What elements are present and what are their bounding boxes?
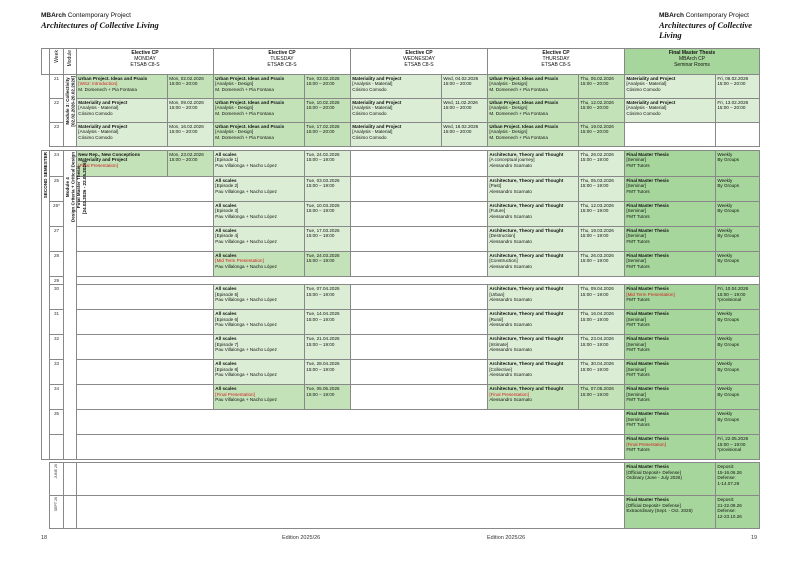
session-date: Tue, 28.04.2026 15:00 – 19:00 (305, 360, 351, 385)
monday-header: Elective CP MONDAY ETSAB C8-S (77, 49, 214, 75)
document-title: Architectures of Collective Living (41, 20, 159, 30)
empty-cell (351, 310, 488, 335)
session-cell: All scales [Episode 3] Pau Villalonga + Nacho López (214, 202, 305, 227)
week-number: 27 (50, 227, 64, 252)
week-number: 29 (50, 277, 64, 285)
session-date: Tue, 14.04.2026 15:00 – 19:00 (305, 310, 351, 335)
session-cell: Final Master Thesis [Seminar] FMT Tutors (625, 227, 716, 252)
session-date: Mon, 09.02.2026 15:00 – 20:00 (168, 99, 214, 123)
empty-cell (351, 202, 488, 227)
week-number: 26* (50, 202, 64, 227)
session-date: Wed, 18.02.2026 15:00 – 20:00 (442, 123, 488, 147)
session-date: Tue, 17.03.2026 15:00 – 19:00 (305, 227, 351, 252)
empty-cell (351, 227, 488, 252)
session-date: Tue, 10.03.2026 15:00 – 19:00 (305, 202, 351, 227)
empty-cell (77, 177, 214, 202)
week-row (42, 227, 760, 252)
session-date: Weekly By Groups (716, 335, 760, 360)
week-number: 32 (50, 335, 64, 360)
module-empty (64, 463, 77, 496)
session-cell: All scales [Episode 6] Pau Villalonga + Nacho López (214, 310, 305, 335)
header-row (42, 49, 760, 75)
session-date: Thu, 05.02.2026 15:00 – 20:00 (579, 75, 625, 99)
session-date: Thu, 12.02.2026 15:00 – 20:00 (579, 99, 625, 123)
session-date: Tue, 10.02.2026 15:00 – 20:00 (305, 99, 351, 123)
session-cell: Urban Project. Ideas and Praxis [Analysis - Design] M. Domenech + Pia Fontana (214, 99, 305, 123)
week-row (42, 360, 760, 385)
session-date: Mon, 23.02.2026 15:00 – 20:00 (168, 151, 214, 177)
schedule-table (41, 48, 760, 529)
week-row (42, 463, 760, 496)
session-date: Thu, 26.03.2026 15:00 – 19:00 (579, 252, 625, 277)
session-date: Weekly By Groups (716, 410, 760, 435)
week-row (42, 385, 760, 410)
sem-spacer (42, 49, 50, 75)
session-cell: Architecture, Theory and Thought [Rural] Alessandro Scarnato (488, 310, 579, 335)
session-cell: All scales [Episode 1] Pau Villalonga + Nacho López (214, 151, 305, 177)
empty-cell (351, 151, 488, 177)
session-cell: Final Master Thesis [Seminar] FMT Tutors (625, 335, 716, 360)
session-date: Thu, 07.05.2026 15:00 – 19:00 (579, 385, 625, 410)
session-cell: All scales [Episode 7] Pau Villalonga + Nacho López (214, 335, 305, 360)
session-cell: All scales [Episode 8] Pau Villalonga + Nacho López (214, 360, 305, 385)
week-number: 23 (50, 123, 64, 147)
program-prefix: MBArch (659, 12, 684, 19)
session-date: Thu, 19.02.2026 15:00 – 20:00 (579, 123, 625, 147)
week-row (42, 277, 760, 285)
header-right (659, 12, 759, 40)
session-date: Tue, 03.03.2026 15:00 – 19:00 (305, 177, 351, 202)
session-cell: Urban Project. Ideas and Praxis [Analysis - Design] M. Domenech + Pia Fontana (488, 123, 579, 147)
program-name: Contemporary Project (685, 12, 749, 19)
semester-label: SECOND SEMESTER (42, 151, 50, 460)
session-cell: Urban Project. Ideas and Praxis [Analysis - Design] M. Domenech + Pia Fontana (488, 75, 579, 99)
week-row (42, 410, 760, 435)
program-prefix: MBArch (41, 12, 66, 19)
week-row (42, 151, 760, 177)
session-date: Deposit: 15-16.06.26 Defense: 1-14.07.26 (716, 463, 760, 496)
empty-cell (77, 496, 625, 529)
session-cell: Final Master Thesis [Seminar] FMT Tutors (625, 360, 716, 385)
session-cell: Final Master Thesis [Seminar] FMT Tutors (625, 385, 716, 410)
session-cell: All scales [Episode 2] Pau Villalonga + Nacho López (214, 177, 305, 202)
session-cell: Materiality and Project [Analysis - Material] Cósimo Comodo (625, 75, 716, 99)
week-number: 31 (50, 310, 64, 335)
program-name: Contemporary Project (67, 12, 131, 19)
week-number: 22 (50, 99, 64, 123)
week-number: 34 (50, 385, 64, 410)
session-cell: All scales [Final Presentation] Pau Villalonga + Nacho López (214, 385, 305, 410)
session-date: Thu, 23.04.2026 15:00 – 19:00 (579, 335, 625, 360)
empty-cell (351, 177, 488, 202)
empty-cell (77, 435, 625, 460)
week-row (42, 496, 760, 529)
session-date: Tue, 24.03.2026 15:00 – 19:00 (305, 252, 351, 277)
empty-cell (77, 463, 625, 496)
empty-cell (77, 385, 214, 410)
session-date: Weekly By Groups (716, 177, 760, 202)
week-number: SEPT 26 (50, 496, 64, 529)
page-number-left: 18 (41, 535, 48, 541)
session-date: Wed, 11.02.2026 15:00 – 20:00 (442, 99, 488, 123)
week-number: JUNE 26 (50, 463, 64, 496)
session-cell: Urban Project. Ideas and Praxis [Analysis - Design] M. Domenech + Pia Fontana (214, 123, 305, 147)
session-cell: Final Master Thesis [Seminar] FMT Tutors (625, 252, 716, 277)
session-cell: Final Master Thesis [Seminar] FMT Tutors (625, 310, 716, 335)
session-date: Weekly By Groups (716, 151, 760, 177)
week-row (42, 310, 760, 335)
empty-cell (351, 335, 488, 360)
session-date: Deposit: 21-22.09.26 Defense: 12-23.10.26 (716, 496, 760, 529)
module-4-label: Module 4 Design Criteria + Critical Design Final Master Thesis [24.02.2026 - 22.05.2026] (64, 151, 77, 460)
empty-cell (77, 277, 760, 285)
week-number: 35 (50, 410, 64, 435)
empty-cell (351, 252, 488, 277)
session-date: Weekly By Groups (716, 227, 760, 252)
sem-spacer (42, 463, 50, 496)
session-date: Thu, 09.04.2026 15:00 – 19:00 (579, 285, 625, 310)
sem-spacer (42, 75, 50, 147)
session-date: Mon, 16.02.2026 15:00 – 20:00 (168, 123, 214, 147)
empty-cell (77, 410, 625, 435)
session-cell: Final Master Thesis [Seminar] FMT Tutors (625, 151, 716, 177)
week-row (42, 285, 760, 310)
week-number: 25 (50, 177, 64, 202)
edition-right: Edition 2025/26 (487, 535, 526, 541)
empty-cell (77, 360, 214, 385)
session-cell: Urban Project. Ideas and Praxis [WS2: Introduction] M. Domenech + Pia Fontana (77, 75, 168, 99)
session-cell: Architecture, Theory and Thought [Intimate] Alessandro Scarnato (488, 335, 579, 360)
week-row (42, 252, 760, 277)
session-cell: Architecture, Theory and Thought [Collective] Alessandro Scarnato (488, 360, 579, 385)
week-number (50, 435, 64, 460)
session-cell: Final Master Thesis [Seminar] FMT Tutors (625, 202, 716, 227)
module-3-label: Module 3: Collectivity [02.02.2026-20.02.2026] (64, 75, 77, 147)
session-cell: Materiality and Project [Analysis - Material] Cósimo Comodo (77, 99, 168, 123)
empty-cell (77, 202, 214, 227)
week-row (42, 177, 760, 202)
session-date: Thu, 30.04.2026 15:00 – 19:00 (579, 360, 625, 385)
week-row (42, 435, 760, 460)
session-date: Fri, 10.04.2026 15:00 – 19:00 *provisional (716, 285, 760, 310)
session-cell: Final Master Thesis [Mid Term Presentation] FMT Tutors (625, 285, 716, 310)
session-cell: Final Master Thesis [Seminar] FMT Tutors (625, 177, 716, 202)
week-number: 33 (50, 360, 64, 385)
week-row (42, 123, 760, 147)
empty-cell (716, 123, 760, 147)
session-date: Weekly By Groups (716, 202, 760, 227)
session-date: Fri, 22.05.2026 15:00 – 19:00 *provisional (716, 435, 760, 460)
empty-cell (625, 123, 716, 147)
session-cell: Architecture, Theory and Thought [Future] Alessandro Scarnato (488, 202, 579, 227)
session-cell: Final Master Thesis [Seminar] FMT Tutors (625, 410, 716, 435)
session-date: Tue, 24.02.2026 15:00 – 19:00 (305, 151, 351, 177)
session-date: Weekly By Groups (716, 385, 760, 410)
empty-cell (77, 285, 214, 310)
session-date: Weekly By Groups (716, 252, 760, 277)
week-number: 30 (50, 285, 64, 310)
session-cell: Architecture, Theory and Thought [Past] Alessandro Scarnato (488, 177, 579, 202)
session-cell: Urban Project. Ideas and Praxis [Analysis - Design] M. Domenech + Pia Fontana (488, 99, 579, 123)
empty-cell (351, 360, 488, 385)
week-row (42, 335, 760, 360)
session-cell: Materiality and Project [Analysis - Material] Cósimo Comodo (351, 123, 442, 147)
session-cell: Architecture, Theory and Thought [A conceptual journey] Alessandro Scarnato (488, 151, 579, 177)
session-date: Thu, 16.04.2026 15:00 – 19:00 (579, 310, 625, 335)
session-cell: Materiality and Project [Analysis - Material] Cósimo Comodo (351, 75, 442, 99)
session-date: Tue, 05.05.2026 15:00 – 19:00 (305, 385, 351, 410)
week-row (42, 202, 760, 227)
session-cell: Architecture, Theory and Thought [Destruction] Alessandro Scarnato (488, 227, 579, 252)
session-cell: Materiality and Project [Analysis - Material] Cósimo Comodo (351, 99, 442, 123)
session-cell: Urban Project. Ideas and Praxis [Analysis - Design] M. Domenech + Pia Fontana (214, 75, 305, 99)
empty-cell (351, 285, 488, 310)
empty-cell (77, 335, 214, 360)
session-cell: Final Master Thesis [Final Presentation] FMT Tutors (625, 435, 716, 460)
session-date: Weekly By Groups (716, 360, 760, 385)
session-date: Thu, 12.03.2026 15:00 – 19:00 (579, 202, 625, 227)
session-date: Mon, 02.02.2026 15:00 – 20:00 (168, 75, 214, 99)
empty-cell (77, 252, 214, 277)
session-cell: All scales [Episode 4] Pau Villalonga + Nacho López (214, 227, 305, 252)
week-row (42, 99, 760, 123)
week-number: 28 (50, 252, 64, 277)
friday-header: Final Master Thesis MBArch CP Seminar Rooms (625, 49, 760, 75)
session-cell: All scales [Mid Term Presentation] Pau Villalonga + Nacho López (214, 252, 305, 277)
edition-left: Edition 2025/26 (282, 535, 321, 541)
wednesday-header: Elective CP WEDNESDAY ETSAB C8-S (351, 49, 488, 75)
session-date: Weekly By Groups (716, 310, 760, 335)
session-date: Thu, 19.03.2026 15:00 – 19:00 (579, 227, 625, 252)
session-date: Tue, 07.04.2026 15:00 – 19:00 (305, 285, 351, 310)
session-cell: Final Master Thesis [Official Deposit+ Defense] Ordinary (June - July 2026) (625, 463, 716, 496)
session-cell: Materiality and Project [Analysis - Material] Cósimo Comodo (625, 99, 716, 123)
session-date: Thu, 05.03.2026 15:00 – 19:00 (579, 177, 625, 202)
session-date: Fri, 06.02.2026 15:00 – 20:00 (716, 75, 760, 99)
week-row (42, 75, 760, 99)
session-cell: Architecture, Theory and Thought [Final Presentation] Alessandro Scarnato (488, 385, 579, 410)
session-date: Fri, 13.02.2026 15:00 – 20:00 (716, 99, 760, 123)
week-number: 24 (50, 151, 64, 177)
week-header: Week (50, 49, 64, 75)
module-empty (64, 496, 77, 529)
session-cell: Architecture, Theory and Thought [Construction] Alessandro Scarnato (488, 252, 579, 277)
session-cell: All scales [Episode 5] Pau Villalonga + Nacho López (214, 285, 305, 310)
empty-cell (351, 385, 488, 410)
sem-spacer (42, 496, 50, 529)
session-date: Thu, 26.02.2026 15:00 – 19:00 (579, 151, 625, 177)
week-number: 21 (50, 75, 64, 99)
session-cell: Architecture, Theory and Thought [Urban] Alessandro Scarnato (488, 285, 579, 310)
document-title: Architectures of Collective Living (659, 20, 753, 40)
session-date: Tue, 21.04.2026 15:00 – 19:00 (305, 335, 351, 360)
empty-cell (77, 227, 214, 252)
session-date: Wed, 04.02.2026 15:00 – 20:00 (442, 75, 488, 99)
session-cell: New Rep., New Conceptions Materiality and Project [Final Presentation] (77, 151, 168, 177)
module-header: Module (64, 49, 77, 75)
header-left (41, 12, 159, 30)
tuesday-header: Elective CP TUESDAY ETSAB C8-S (214, 49, 351, 75)
empty-cell (77, 310, 214, 335)
session-date: Tue, 03.02.2026 15:00 – 20:00 (305, 75, 351, 99)
session-date: Tue, 17.02.2026 15:00 – 20:00 (305, 123, 351, 147)
session-cell: Final Master Thesis [Official Deposit+ Defense] Extraordinary (Sept. - Oct. 2026) (625, 496, 716, 529)
thursday-header: Elective CP THURSDAY ETSAB C8-S (488, 49, 625, 75)
session-cell: Materiality and Project [Analysis - Material] Cósimo Comodo (77, 123, 168, 147)
page-number-right: 19 (751, 535, 758, 541)
